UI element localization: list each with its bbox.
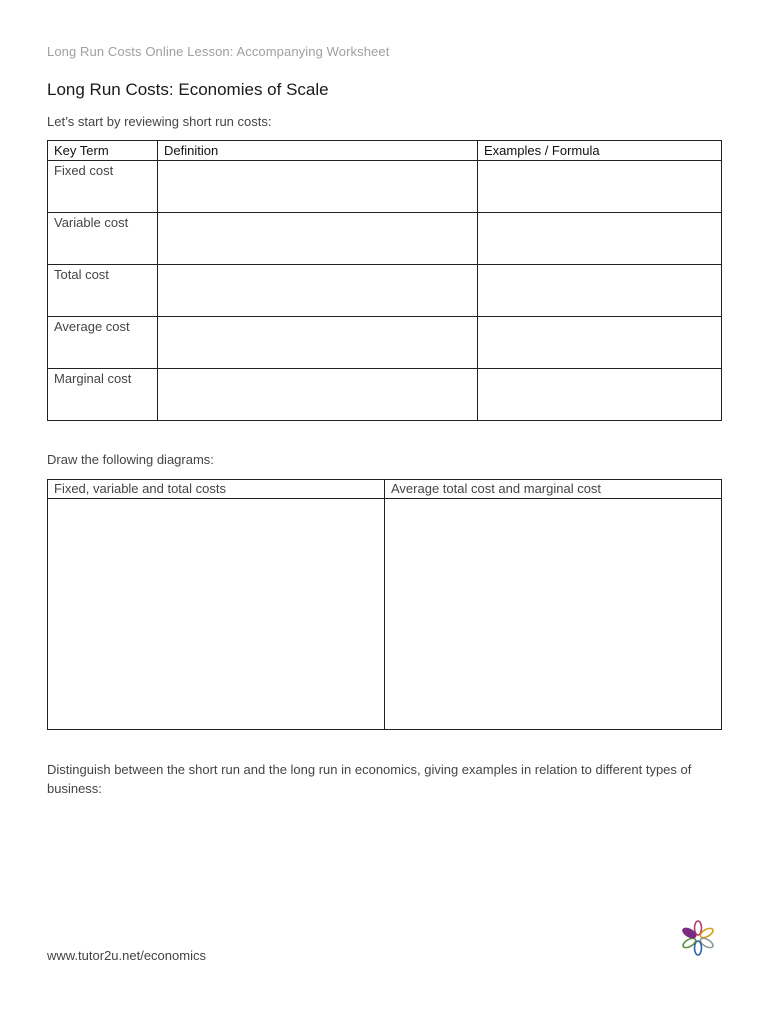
definition-cell[interactable] [158,161,478,213]
table-row [48,213,722,265]
diagrams-drawing-row [48,499,722,730]
table-row [48,369,722,421]
drawing-area-left[interactable] [48,499,385,730]
header-examples: Examples / Formula [478,141,722,161]
drawing-area-right[interactable] [385,499,722,730]
table-row [48,317,722,369]
example-cell[interactable] [478,369,722,421]
definition-cell[interactable] [158,369,478,421]
header-average-marginal: Average total cost and marginal cost [385,480,722,499]
page-title: Long Run Costs: Economies of Scale [47,80,329,99]
header-definition: Definition [158,141,478,161]
term-average-cost: Average cost [48,317,158,369]
definition-cell[interactable] [158,317,478,369]
term-total-cost: Total cost [48,265,158,317]
definition-cell[interactable] [158,213,478,265]
header-key-term: Key Term [48,141,158,161]
term-variable-cost: Variable cost [48,213,158,265]
header-fixed-variable-total: Fixed, variable and total costs [48,480,385,499]
term-fixed-cost: Fixed cost [48,161,158,213]
question-text: Distinguish between the short run and the long run in economics, giving examples in relation to different types of business: [47,762,692,796]
example-cell[interactable] [478,213,722,265]
table-row [48,161,722,213]
example-cell[interactable] [478,265,722,317]
term-marginal-cost: Marginal cost [48,369,158,421]
tutor2u-flower-logo-icon [672,918,720,958]
example-cell[interactable] [478,317,722,369]
footer-link[interactable]: www.tutor2u.net/economics [47,948,206,963]
diagrams-table [47,479,722,730]
diagrams-header-row [48,480,722,499]
table-row [48,265,722,317]
definition-cell[interactable] [158,265,478,317]
key-terms-table [47,140,722,421]
example-cell[interactable] [478,161,722,213]
worksheet-header: Long Run Costs Online Lesson: Accompanying Worksheet [47,44,390,59]
intro-text: Let’s start by reviewing short run costs: [47,114,272,129]
diagrams-intro-text: Draw the following diagrams: [47,452,214,467]
table-header-row [48,141,722,161]
